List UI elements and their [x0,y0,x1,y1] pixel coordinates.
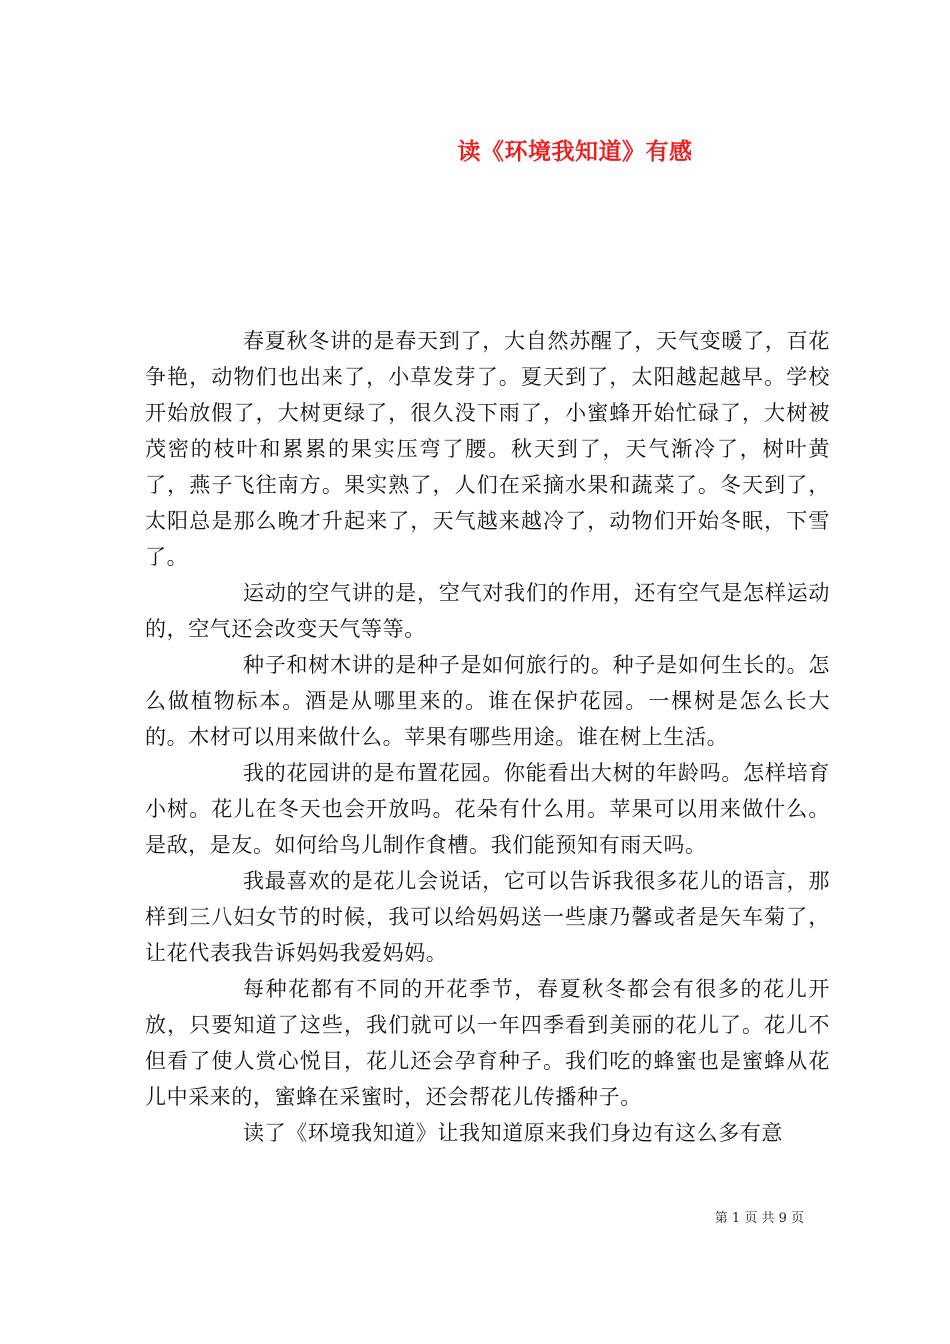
paragraph-5: 我最喜欢的是花儿会说话，它可以告诉我很多花儿的语言，那样到三八妇女节的时候，我可以给妈妈送一些康乃馨或者是矢车菊了，让花代表我告诉妈妈我爱妈妈。 [145,869,830,965]
paragraph-6: 每种花都有不同的开花季节，春夏秋冬都会有很多的花儿开放，只要知道了这些，我们就可以一年四季看到美丽的花儿了。花儿不但看了使人赏心悦目，花儿还会孕育种子。我们吃的蜂蜜也是蜜蜂从花儿中采来的，蜜蜂在采蜜时，还会帮花儿传播种子。 [145,977,830,1109]
paragraph-3: 种子和树木讲的是种子是如何旅行的。种子是如何生长的。怎么做植物标本。酒是从哪里来的。谁在保护花园。一棵树是怎么长大的。木材可以用来做什么。苹果有哪些用途。谁在树上生活。 [145,653,830,749]
document-title: 读《环境我知道》有感 [457,138,693,165]
paragraph-7: 读了《环境我知道》让我知道原来我们身边有这么多有意 [243,1121,783,1145]
paragraph-1: 春夏秋冬讲的是春天到了，大自然苏醒了，天气变暖了，百花争艳，动物们也出来了，小草发芽了。夏天到了，太阳越起越早。学校开始放假了，大树更绿了，很久没下雨了，小蜜蜂开始忙碌了，大树被茂密的枝叶和累累的果实压弯了腰。秋天到了，天气渐冷了，树叶黄了，燕子飞往南方。果实熟了，人们在采摘水果和蔬菜了。冬天到了，太阳总是那么晚才升起来了，天气越来越冷了，动物们开始冬眠，下雪了。 [145,329,830,569]
paragraph-4: 我的花园讲的是布置花园。你能看出大树的年龄吗。怎样培育小树。花儿在冬天也会开放吗。花朵有什么用。苹果可以用来做什么。是敌，是友。如何给鸟儿制作食槽。我们能预知有雨天吗。 [145,761,830,857]
document-body [145,323,830,1151]
paragraph-2: 运动的空气讲的是，空气对我们的作用，还有空气是怎样运动的，空气还会改变天气等等。 [145,581,830,641]
page-number-footer: 第 1 页 共 9 页 [714,1211,804,1226]
